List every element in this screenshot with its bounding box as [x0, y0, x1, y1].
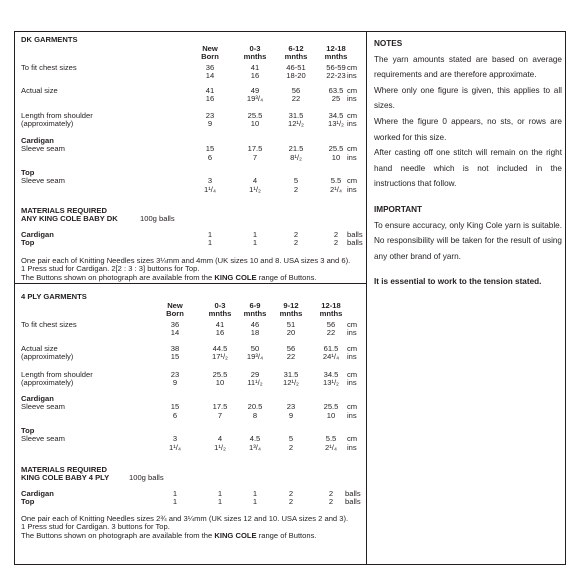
material-count: 2 [293, 238, 299, 248]
size-header: 9-12 [283, 301, 299, 310]
unit-label: cm [347, 111, 358, 120]
unit-label: ins [347, 410, 357, 420]
table-cell: 18 [250, 328, 260, 338]
yarn-unit: 100g balls [129, 473, 164, 483]
buttons-availability-pre: The Buttons shown on photograph are available from the [21, 272, 213, 282]
brand-name: KING COLE [214, 530, 257, 540]
table-cell: 34.5 [323, 370, 339, 379]
unit-label: cm [347, 370, 358, 379]
needles-text: One pair each of Knitting Needles sizes 2¾ and 3¼mm (UK sizes 12 and 10. USA sizes 2 and 3). [21, 514, 349, 523]
table-cell: 12¹/₂ [287, 119, 305, 129]
table-cell: 21.5 [288, 144, 304, 154]
table-cell: 15 [170, 402, 180, 412]
material-count: 1 [252, 489, 258, 498]
table-cell: 19³/₄ [246, 352, 264, 362]
row-label: Top [21, 426, 35, 435]
brand-name: KING COLE [214, 272, 257, 282]
table-cell: 22 [326, 328, 336, 338]
needles-text: One pair each of Knitting Needles sizes 3¼mm and 4mm (UK sizes 10 and 8. USA sizes 3 and 6). [21, 256, 351, 265]
row-label: Sleeve seam [21, 402, 65, 412]
table-cell: 6 [207, 152, 213, 162]
table-cell: 7 [217, 410, 223, 420]
material-count: 1 [172, 497, 178, 507]
table-cell: 8 [252, 410, 258, 420]
row-label: Cardigan [21, 136, 54, 145]
table-cell: 19³/₄ [246, 94, 264, 104]
unit-label: cm [347, 402, 358, 412]
table-cell: 61.5 [323, 344, 339, 353]
size-header: mnths [279, 309, 303, 319]
material-count: 2 [328, 497, 334, 507]
table-cell: 36 [170, 320, 180, 329]
table-cell: 41 [205, 86, 215, 95]
table-cell: 2¹/₄ [330, 184, 342, 194]
table-cell: 1¹/₂ [249, 184, 261, 194]
table-cell: 44.5 [212, 344, 228, 353]
table-cell: 5 [293, 176, 299, 186]
table-cell: 25.5 [247, 111, 263, 120]
table-cell: 7 [252, 152, 258, 162]
materials-title: MATERIALS REQUIRED [21, 206, 107, 215]
row-label: Top [21, 168, 35, 177]
row-label: (approximately) [21, 119, 74, 129]
row-label: Actual size [21, 344, 58, 353]
table-cell: 2 [293, 184, 299, 194]
unit-label: cm [347, 63, 358, 72]
material-label: Top [21, 497, 35, 507]
table-cell: 9 [207, 119, 213, 129]
note-paragraph: The yarn amounts stated are based on average requirements and are therefore approximate. [374, 54, 562, 80]
table-cell: 9 [288, 410, 294, 420]
buttons-availability-pre: The Buttons shown on photograph are available from the [21, 530, 213, 540]
table-cell: 56 [326, 320, 336, 329]
unit-label: ins [347, 184, 357, 194]
buttons-availability-post: range of Buttons. [258, 272, 317, 282]
buttons-availability [21, 274, 317, 282]
unit-label: ins [347, 352, 357, 362]
table-cell: 6 [172, 410, 178, 420]
material-unit: balls [345, 497, 361, 507]
note-paragraph: After casting off one stitch will remain on the right hand needle which is not included in the instructions that follow. [374, 148, 562, 189]
section-title: DK GARMENTS [21, 35, 78, 44]
row-label: To fit chest sizes [21, 320, 77, 329]
table-cell: 14 [205, 71, 215, 81]
table-cell: 31.5 [283, 370, 299, 379]
buttons-text: 1 Press stud for Cardigan. 3 buttons for Top. [21, 522, 170, 532]
unit-label: cm [347, 86, 358, 95]
table-cell: 36 [205, 63, 215, 72]
table-cell: 49 [250, 86, 260, 95]
material-count: 2 [288, 489, 294, 498]
table-cell: 3 [207, 176, 213, 186]
size-header: mnths [319, 309, 343, 319]
table-cell: 25.5 [323, 402, 339, 412]
table-cell: 17¹/₂ [211, 352, 229, 362]
notes-title: NOTES [374, 39, 403, 48]
notes-panel [367, 32, 567, 564]
material-count: 2 [293, 230, 299, 239]
material-count: 1 [252, 497, 258, 507]
table-cell: 56 [291, 86, 301, 95]
material-count: 2 [328, 489, 334, 498]
size-header: Born [201, 52, 219, 62]
table-cell: 4 [252, 176, 258, 186]
table-cell: 31.5 [288, 111, 304, 120]
unit-label: cm [347, 144, 358, 154]
table-cell: 15 [170, 352, 180, 362]
table-cell: 56 [286, 344, 296, 353]
unit-label: ins [347, 378, 357, 388]
material-count: 1 [172, 489, 178, 498]
table-cell: 46-51 [286, 63, 306, 72]
table-cell: 17.5 [247, 144, 263, 154]
table-cell: 23 [286, 402, 296, 412]
table-cell: 41 [250, 63, 260, 72]
table-cell: 13¹/₂ [327, 119, 345, 129]
yarn-name: KING COLE BABY 4 PLY [21, 473, 110, 483]
table-cell: 10 [326, 410, 336, 420]
material-count: 1 [217, 497, 223, 507]
material-label: Cardigan [21, 230, 54, 239]
table-cell: 23 [205, 111, 215, 120]
unit-label: ins [347, 94, 357, 104]
table-cell: 34.5 [328, 111, 344, 120]
table-cell: 13¹/₂ [322, 378, 340, 388]
material-unit: balls [347, 238, 363, 248]
table-cell: 16 [205, 94, 215, 104]
important-text: To ensure accuracy, only King Cole yarn is suitable. No responsibility will be taken for the result of using any other brand of yarn. [374, 220, 562, 261]
material-count: 1 [252, 238, 258, 248]
row-label: Actual size [21, 86, 58, 95]
size-header: mnths [324, 52, 348, 62]
material-unit: balls [347, 230, 363, 239]
size-header: mnths [208, 309, 232, 319]
material-label: Cardigan [21, 489, 54, 498]
table-cell: 24¹/₄ [322, 352, 340, 362]
unit-label: cm [347, 344, 358, 353]
table-cell: 50 [250, 344, 260, 353]
table-cell: 16 [215, 328, 225, 338]
material-count: 2 [288, 497, 294, 507]
table-cell: 14 [170, 328, 180, 338]
material-unit: balls [345, 489, 361, 498]
table-cell: 29 [250, 370, 260, 379]
table-cell: 1³/₄ [249, 442, 261, 452]
material-count: 1 [207, 238, 213, 248]
table-cell: 16 [250, 71, 260, 81]
material-label: Top [21, 238, 35, 248]
note-paragraph: Where the figure 0 appears, no sts, or rows are worked for this size. [374, 116, 562, 142]
row-label: Sleeve seam [21, 144, 65, 154]
table-cell: 12¹/₂ [282, 378, 300, 388]
table-cell: 3 [172, 434, 178, 444]
table-cell: 25.5 [328, 144, 344, 154]
table-cell: 46 [250, 320, 260, 329]
material-count: 1 [217, 489, 223, 498]
unit-label: cm [347, 176, 358, 186]
table-cell: 56-59 [326, 63, 346, 72]
row-label: Length from shoulder [21, 111, 93, 120]
table-cell: 2¹/₄ [325, 442, 337, 452]
unit-label: ins [347, 152, 357, 162]
size-header: New [167, 301, 183, 310]
pattern-info-frame [14, 31, 566, 565]
table-cell: 51 [286, 320, 296, 329]
table-cell: 1¹/₄ [169, 442, 181, 452]
unit-label: ins [347, 119, 357, 129]
buttons-text: 1 Press stud for Cardigan. 2[2 : 3 : 3] buttons for Top. [21, 264, 200, 274]
row-label: (approximately) [21, 352, 74, 362]
table-cell: 20 [286, 328, 296, 338]
size-header: New [202, 44, 218, 53]
buttons-availability [21, 532, 317, 540]
table-cell: 1¹/₂ [214, 442, 226, 452]
table-cell: 5 [288, 434, 294, 444]
table-cell: 4 [217, 434, 223, 444]
materials-title: MATERIALS REQUIRED [21, 465, 107, 474]
table-cell: 5.5 [325, 434, 337, 444]
size-header: 0-3 [249, 44, 261, 53]
table-cell: 20.5 [247, 402, 263, 412]
material-count: 1 [252, 230, 258, 239]
table-cell: 63.5 [328, 86, 344, 95]
section-title: 4 PLY GARMENTS [21, 292, 87, 301]
table-cell: 41 [215, 320, 225, 329]
table-cell: 22 [286, 352, 296, 362]
size-header: 6-9 [249, 301, 261, 310]
row-label: Length from shoulder [21, 370, 93, 379]
unit-label: cm [347, 434, 358, 444]
table-cell: 10 [331, 152, 341, 162]
table-cell: 25 [331, 94, 341, 104]
table-cell: 22-23 [326, 71, 346, 81]
row-label: Sleeve seam [21, 434, 65, 444]
unit-label: ins [347, 71, 357, 81]
table-cell: 22 [291, 94, 301, 104]
table-cell: 17.5 [212, 402, 228, 412]
table-cell: 9 [172, 378, 178, 388]
table-cell: 18-20 [286, 71, 306, 81]
size-header: 6-12 [288, 44, 304, 53]
size-header: 0-3 [214, 301, 226, 310]
table-cell: 10 [250, 119, 260, 129]
buttons-availability-post: range of Buttons. [258, 530, 317, 540]
table-cell: 25.5 [212, 370, 228, 379]
size-header: mnths [284, 52, 308, 62]
row-label: Cardigan [21, 394, 54, 403]
unit-label: cm [347, 320, 358, 329]
table-cell: 8¹/₂ [290, 152, 302, 162]
size-header: mnths [243, 52, 267, 62]
note-paragraph: Where only one figure is given, this applies to all sizes. [374, 85, 562, 111]
row-label: To fit chest sizes [21, 63, 77, 72]
row-label: (approximately) [21, 378, 74, 388]
size-header: mnths [243, 309, 267, 319]
garment-tables-panel [15, 32, 367, 564]
unit-label: ins [347, 328, 357, 338]
row-label: Sleeve seam [21, 176, 65, 186]
table-cell: 15 [205, 144, 215, 154]
table-cell: 11¹/₂ [247, 378, 263, 388]
material-count: 2 [333, 238, 339, 248]
tension-warning: It is essential to work to the tension stated. [374, 277, 542, 287]
table-cell: 23 [170, 370, 180, 379]
table-cell: 2 [288, 442, 294, 452]
section-divider [15, 283, 367, 284]
table-cell: 10 [215, 378, 225, 388]
unit-label: ins [347, 442, 357, 452]
table-cell: 38 [170, 344, 180, 353]
yarn-unit: 100g balls [140, 214, 175, 224]
table-cell: 1¹/₄ [204, 184, 216, 194]
size-header: 12-18 [326, 44, 346, 53]
table-cell: 4.5 [249, 434, 261, 444]
size-header: Born [166, 309, 184, 319]
table-cell: 5.5 [330, 176, 342, 186]
important-title: IMPORTANT [374, 204, 423, 214]
size-header: 12-18 [321, 301, 341, 310]
material-count: 1 [207, 230, 213, 239]
material-count: 2 [333, 230, 339, 239]
yarn-name: ANY KING COLE BABY DK [21, 214, 118, 224]
